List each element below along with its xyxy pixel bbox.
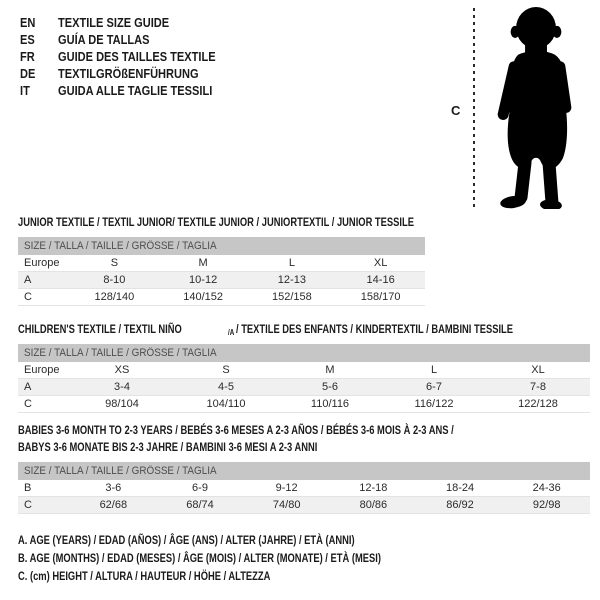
table-row xyxy=(18,255,425,272)
figure-height-label: C xyxy=(451,103,461,118)
size-table-header-text: SIZE / TALLA / TAILLE / GRÖSSE / TAGLIA xyxy=(24,240,217,252)
lang-row-de xyxy=(20,65,243,82)
lang-code: ES xyxy=(20,32,35,47)
legend-text: B. AGE (MONTHS) / EDAD (MESES) / ÂGE (MOIS) / ALTER (MONATE) / ETÀ (MESI) xyxy=(18,551,381,565)
table-cell: 110/116 xyxy=(310,398,350,410)
table-row xyxy=(18,272,425,289)
junior-section-title xyxy=(18,213,526,230)
table-cell: 4-5 xyxy=(218,381,234,393)
table-cell: 68/74 xyxy=(186,499,214,511)
table-cell: 158/170 xyxy=(360,291,401,303)
children-textile-section xyxy=(18,320,591,413)
size-table-header xyxy=(18,237,425,255)
lang-row-en xyxy=(20,14,243,31)
section-title-line xyxy=(18,438,590,455)
table-cell: 5-6 xyxy=(322,381,338,393)
legend-text: C. (cm) HEIGHT / ALTURA / HAUTEUR / HÖHE / ALTEZZA xyxy=(18,569,271,583)
table-cell: M xyxy=(325,364,335,376)
size-table-header xyxy=(18,462,590,480)
baby-silhouette-icon xyxy=(487,5,589,209)
size-table-header-text: SIZE / TALLA / TAILLE / GRÖSSE / TAGLIA xyxy=(24,465,217,477)
size-table-header-text: SIZE / TALLA / TAILLE / GRÖSSE / TAGLIA xyxy=(24,347,217,359)
table-row xyxy=(18,396,590,413)
junior-textile-section xyxy=(18,213,526,306)
table-cell: XL xyxy=(373,257,388,269)
legend-line-b xyxy=(18,549,483,567)
row-label: Europe xyxy=(24,364,60,376)
junior-size-table xyxy=(18,237,425,306)
table-cell: 6-9 xyxy=(192,482,208,494)
table-cell: 12-13 xyxy=(277,274,306,286)
table-cell: 10-12 xyxy=(189,274,218,286)
table-cell: S xyxy=(110,257,119,269)
table-cell: S xyxy=(222,364,230,376)
table-cell: 140/152 xyxy=(183,291,223,303)
lang-text: GUIDA ALLE TAGLIE TESSILI xyxy=(58,83,213,98)
table-cell: 74/80 xyxy=(272,499,301,511)
lang-row-fr xyxy=(20,48,243,65)
table-cell: 122/128 xyxy=(518,398,558,410)
table-cell: 24-36 xyxy=(532,482,561,494)
table-cell: 62/68 xyxy=(99,499,128,511)
table-row xyxy=(18,289,425,306)
language-list xyxy=(20,14,243,99)
table-cell: 9-12 xyxy=(275,482,298,494)
size-table-header xyxy=(18,344,590,362)
section-title-line xyxy=(18,320,591,337)
lang-text: TEXTILGRÖßENFÜHRUNG xyxy=(58,66,199,81)
row-label: A xyxy=(24,274,32,286)
children-size-table xyxy=(18,344,590,413)
table-cell: 18-24 xyxy=(445,482,475,494)
table-cell: 6-7 xyxy=(426,381,442,393)
measurement-legend xyxy=(18,531,483,585)
lang-code: EN xyxy=(20,15,36,30)
section-title-text: BABYS 3-6 MONATE BIS 2-3 JAHRE / BAMBINI 3-6 MESI A 2-3 ANNI xyxy=(18,440,318,454)
table-cell: XL xyxy=(531,364,545,376)
table-cell: XS xyxy=(114,364,130,376)
row-label: A xyxy=(24,381,32,393)
section-title-text: / TEXTILE DES ENFANTS / KINDERTEXTIL / BAMBINI TESSILE xyxy=(235,322,514,336)
babies-textile-section xyxy=(18,421,590,514)
table-cell: 152/158 xyxy=(271,291,312,303)
table-cell: 80/86 xyxy=(359,499,388,511)
babies-section-title xyxy=(18,421,590,455)
lang-code: FR xyxy=(20,49,35,64)
row-label: C xyxy=(24,398,32,410)
table-cell: 3-6 xyxy=(105,482,122,494)
lang-row-it xyxy=(20,82,243,99)
section-title-text: CHILDREN'S TEXTILE / TEXTIL NIÑO xyxy=(18,322,182,336)
legend-line-a xyxy=(18,531,483,549)
table-cell: L xyxy=(430,364,438,376)
table-cell: 14-16 xyxy=(366,274,395,286)
section-title-text: JUNIOR TEXTILE / TEXTIL JUNIOR/ TEXTILE JUNIOR / JUNIORTEXTIL / JUNIOR TESSILE xyxy=(18,215,414,229)
table-cell: 104/110 xyxy=(206,398,246,410)
table-cell: 3-4 xyxy=(114,381,130,393)
height-measure-dashed-line xyxy=(473,8,475,207)
lang-row-es xyxy=(20,31,243,48)
lang-text: GUÍA DE TALLAS xyxy=(58,32,150,47)
section-title-text: BABIES 3-6 MONTH TO 2-3 YEARS / BEBÉS 3-6 MESES A 2-3 AÑOS / BÉBÉS 3-6 MOIS À 2-3 ANS / xyxy=(18,423,454,437)
table-cell: M xyxy=(198,257,208,269)
table-row xyxy=(18,362,590,379)
table-cell: 86/92 xyxy=(446,499,474,511)
lang-text: TEXTILE SIZE GUIDE xyxy=(58,15,170,30)
babies-size-table xyxy=(18,462,590,514)
section-title-line xyxy=(18,421,590,438)
table-cell: 92/98 xyxy=(532,499,561,511)
row-label: C xyxy=(24,291,32,303)
lang-code: DE xyxy=(20,66,36,81)
table-row xyxy=(18,379,590,396)
table-cell: 7-8 xyxy=(530,381,546,393)
legend-text: A. AGE (YEARS) / EDAD (AÑOS) / ÂGE (ANS) / ALTER (JAHRE) / ETÀ (ANNI) xyxy=(18,533,355,547)
table-cell: 12-18 xyxy=(359,482,388,494)
lang-text: GUIDE DES TAILLES TEXTILE xyxy=(58,49,216,64)
section-title-text: /A xyxy=(227,328,235,337)
table-cell: L xyxy=(288,257,295,269)
table-cell: 98/104 xyxy=(105,398,139,410)
legend-line-c xyxy=(18,567,483,585)
children-section-title xyxy=(18,320,591,337)
table-row xyxy=(18,480,590,497)
row-label: C xyxy=(24,499,32,511)
row-label: Europe xyxy=(24,257,60,269)
table-row xyxy=(18,497,590,514)
lang-code: IT xyxy=(20,83,30,98)
table-cell: 116/122 xyxy=(414,398,454,410)
section-title-line xyxy=(18,213,526,230)
row-label: B xyxy=(24,482,32,494)
table-cell: 128/140 xyxy=(94,291,135,303)
table-cell: 8-10 xyxy=(103,274,126,286)
